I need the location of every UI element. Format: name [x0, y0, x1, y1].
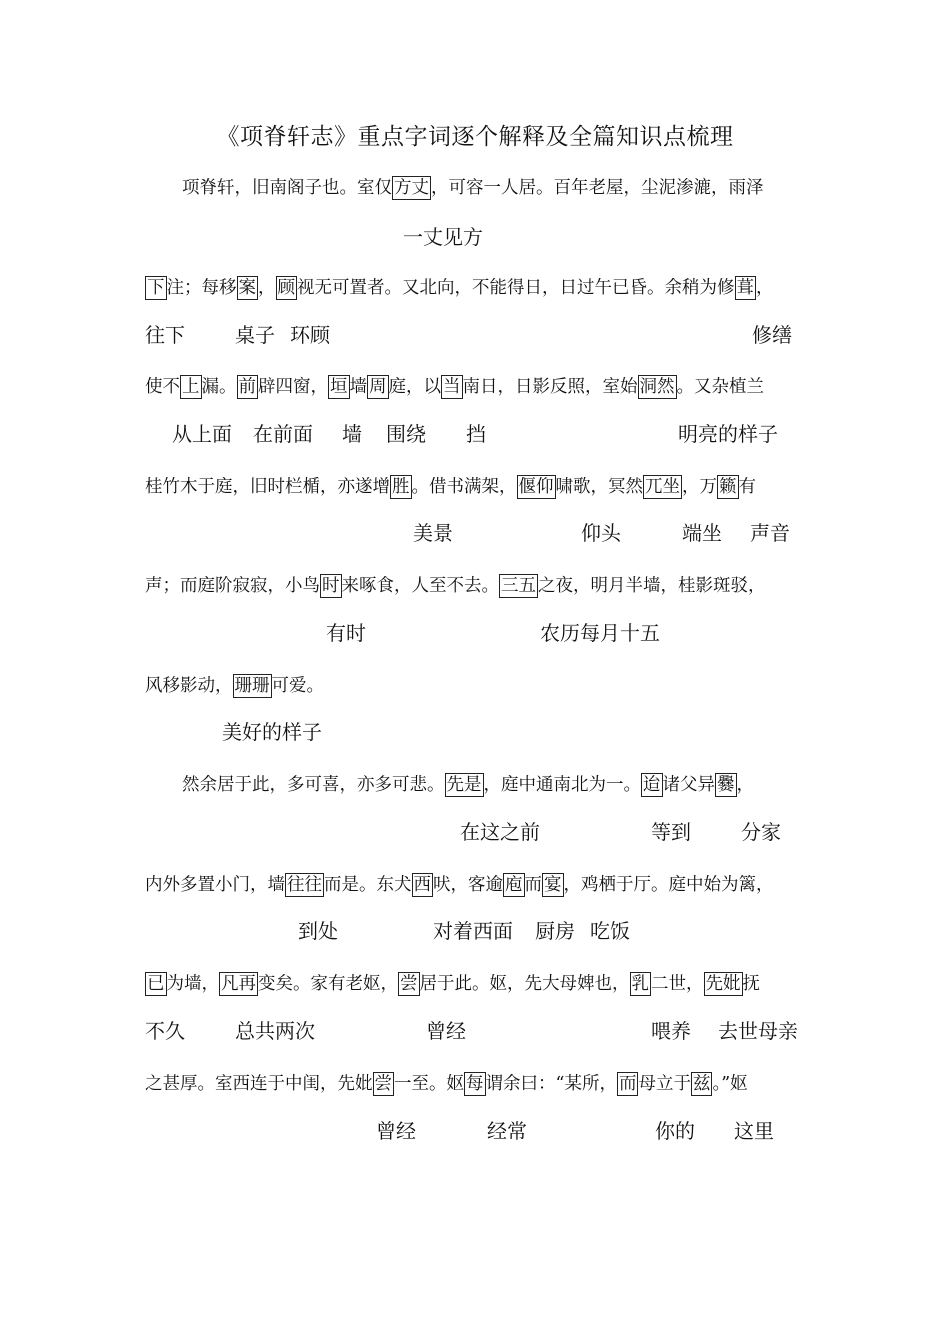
text-segment: 之甚厚。室西连于中闺，先妣 [145, 1074, 373, 1094]
boxed-keyword: 而 [618, 1074, 637, 1094]
gloss-annotation: 喂养 [651, 1019, 691, 1043]
gloss-annotation: 对着西面 [433, 919, 513, 943]
text-segment: ，庭中通南北为一。 [483, 775, 641, 795]
boxed-keyword: 偃仰 [518, 477, 554, 497]
boxed-keyword: 下 [147, 278, 165, 298]
boxed-keyword: 案 [238, 278, 256, 298]
boxed-keyword: 宴 [544, 875, 562, 895]
boxed-keyword: 迨 [643, 775, 661, 795]
gloss-annotation: 农历每月十五 [540, 621, 660, 645]
gloss-annotation: 美景 [413, 521, 453, 545]
text-segment: 有 [738, 477, 756, 497]
boxed-keyword: 往往 [287, 875, 322, 895]
gloss-annotation: 环顾 [290, 323, 330, 347]
text-line [145, 275, 774, 301]
text-segment: 然余居于此，多可喜，亦多可悲。 [182, 775, 445, 795]
text-segment: 墙 [349, 377, 367, 397]
boxed-keyword: 兹 [692, 1074, 711, 1094]
gloss-annotation: 明亮的样子 [678, 422, 778, 446]
gloss-annotation: 吃饭 [590, 919, 630, 943]
text-segment: 南日，日影反照，室始 [462, 377, 638, 397]
gloss-annotation: 曾经 [426, 1019, 466, 1043]
text-segment: 内外多置小门，墙 [145, 875, 285, 895]
text-line [145, 374, 764, 400]
text-line [145, 872, 774, 898]
boxed-keyword: 当 [443, 377, 461, 397]
text-segment: 一至。妪 [394, 1074, 464, 1094]
gloss-annotation: 美好的样子 [222, 720, 322, 744]
text-segment: 啸歌，冥然 [555, 477, 643, 497]
gloss-annotation: 不久 [145, 1019, 185, 1043]
gloss-annotation: 桌子 [235, 323, 275, 347]
text-segment: 使不 [145, 377, 180, 397]
boxed-keyword: 西 [413, 875, 431, 895]
text-segment: 可爱。 [271, 676, 324, 696]
text-segment: 。”妪 [712, 1074, 748, 1094]
gloss-annotation: 分家 [741, 820, 781, 844]
text-segment: 之夜，明月半墙，桂影斑驳， [538, 576, 766, 596]
text-segment: 二世， [651, 974, 704, 994]
text-segment: 项脊轩，旧南阁子也。室仅 [182, 178, 392, 198]
text-segment: 而是。东犬 [324, 875, 412, 895]
text-segment: 为墙， [166, 974, 219, 994]
text-segment: ， [258, 278, 276, 298]
text-segment: ，鸡栖于厅。庭中始为篱， [563, 875, 774, 895]
gloss-annotation: 墙 [342, 422, 362, 446]
text-segment: 。借书满架， [411, 477, 517, 497]
gloss-annotation: 在这之前 [460, 820, 540, 844]
boxed-keyword: 珊珊 [234, 676, 270, 696]
gloss-annotation: 去世母亲 [718, 1019, 798, 1043]
gloss-annotation: 曾经 [376, 1119, 416, 1143]
gloss-annotation: 等到 [651, 820, 691, 844]
boxed-keyword: 胜 [392, 477, 410, 497]
gloss-annotation: 修缮 [752, 323, 792, 347]
gloss-annotation: 一丈见方 [403, 225, 483, 249]
text-line [145, 474, 756, 500]
gloss-annotation: 你的 [655, 1119, 695, 1143]
text-segment: 谓余曰：“某所， [485, 1074, 617, 1094]
boxed-keyword: 庖 [505, 875, 523, 895]
text-segment: 诸父异 [662, 775, 715, 795]
boxed-keyword: 爨 [717, 775, 735, 795]
text-line [182, 772, 754, 798]
gloss-annotation: 往下 [145, 323, 185, 347]
boxed-keyword: 尝 [400, 974, 418, 994]
gloss-annotation: 声音 [750, 521, 790, 545]
gloss-annotation: 经常 [487, 1119, 527, 1143]
boxed-keyword: 方丈 [394, 178, 429, 198]
boxed-keyword: 先是 [446, 775, 482, 795]
text-segment: 母立于 [638, 1074, 691, 1094]
boxed-keyword: 前 [238, 377, 256, 397]
boxed-keyword: 乳 [631, 974, 649, 994]
boxed-keyword: 凡再 [221, 974, 256, 994]
text-segment: 而 [524, 875, 542, 895]
boxed-keyword: 三五 [501, 576, 536, 596]
text-line [182, 175, 764, 201]
text-segment: 。又杂植兰 [676, 377, 764, 397]
text-segment: 庭，以 [388, 377, 441, 397]
text-segment: 桂竹木于庭，旧时栏楯，亦遂增 [145, 477, 390, 497]
gloss-annotation: 有时 [326, 621, 366, 645]
boxed-keyword: 葺 [736, 278, 754, 298]
boxed-keyword: 每 [466, 1074, 484, 1094]
text-line [145, 1071, 748, 1097]
boxed-keyword: 已 [147, 974, 165, 994]
boxed-keyword: 籁 [719, 477, 737, 497]
text-segment: 居于此。妪，先大母婢也， [419, 974, 630, 994]
page-title: 《项脊轩志》重点字词逐个解释及全篇知识点梳理 [216, 124, 734, 150]
text-segment: ， [756, 278, 774, 298]
text-segment: 变矣。家有老妪， [258, 974, 398, 994]
boxed-keyword: 尝 [374, 1074, 392, 1094]
boxed-keyword: 兀坐 [645, 477, 680, 497]
text-segment: 抚 [742, 974, 760, 994]
gloss-annotation: 仰头 [581, 521, 621, 545]
text-line [145, 673, 324, 699]
gloss-annotation: 端坐 [682, 521, 722, 545]
text-segment: 来啄食，人至不去。 [341, 576, 499, 596]
gloss-annotation: 围绕 [386, 422, 426, 446]
text-segment: 风移影动， [145, 676, 233, 696]
text-line [145, 573, 766, 599]
gloss-annotation: 厨房 [535, 919, 575, 943]
boxed-keyword: 周 [369, 377, 387, 397]
boxed-keyword: 垣 [330, 377, 348, 397]
text-segment: 辟四窗， [258, 377, 328, 397]
boxed-keyword: 时 [322, 576, 340, 596]
gloss-annotation: 挡 [466, 422, 486, 446]
text-segment: ，万 [682, 477, 717, 497]
text-segment: ，可容一人居。百年老屋，尘泥渗漉，雨泽 [431, 178, 764, 198]
text-line [145, 971, 760, 997]
gloss-annotation: 总共两次 [235, 1019, 315, 1043]
text-segment: 声；而庭阶寂寂，小鸟 [145, 576, 320, 596]
boxed-keyword: 上 [182, 377, 200, 397]
text-segment: 注；每移 [166, 278, 237, 298]
text-segment: 视无可置者。又北向，不能得日，日过午已昏。余稍为修 [297, 278, 735, 298]
text-segment: ， [736, 775, 754, 795]
text-segment: 吠，客逾 [433, 875, 503, 895]
gloss-annotation: 在前面 [253, 422, 313, 446]
gloss-annotation: 从上面 [172, 422, 232, 446]
boxed-keyword: 顾 [277, 278, 295, 298]
gloss-annotation: 这里 [734, 1119, 774, 1143]
boxed-keyword: 先妣 [705, 974, 741, 994]
boxed-keyword: 洞然 [639, 377, 675, 397]
gloss-annotation: 到处 [298, 919, 338, 943]
text-segment: 漏。 [201, 377, 237, 397]
